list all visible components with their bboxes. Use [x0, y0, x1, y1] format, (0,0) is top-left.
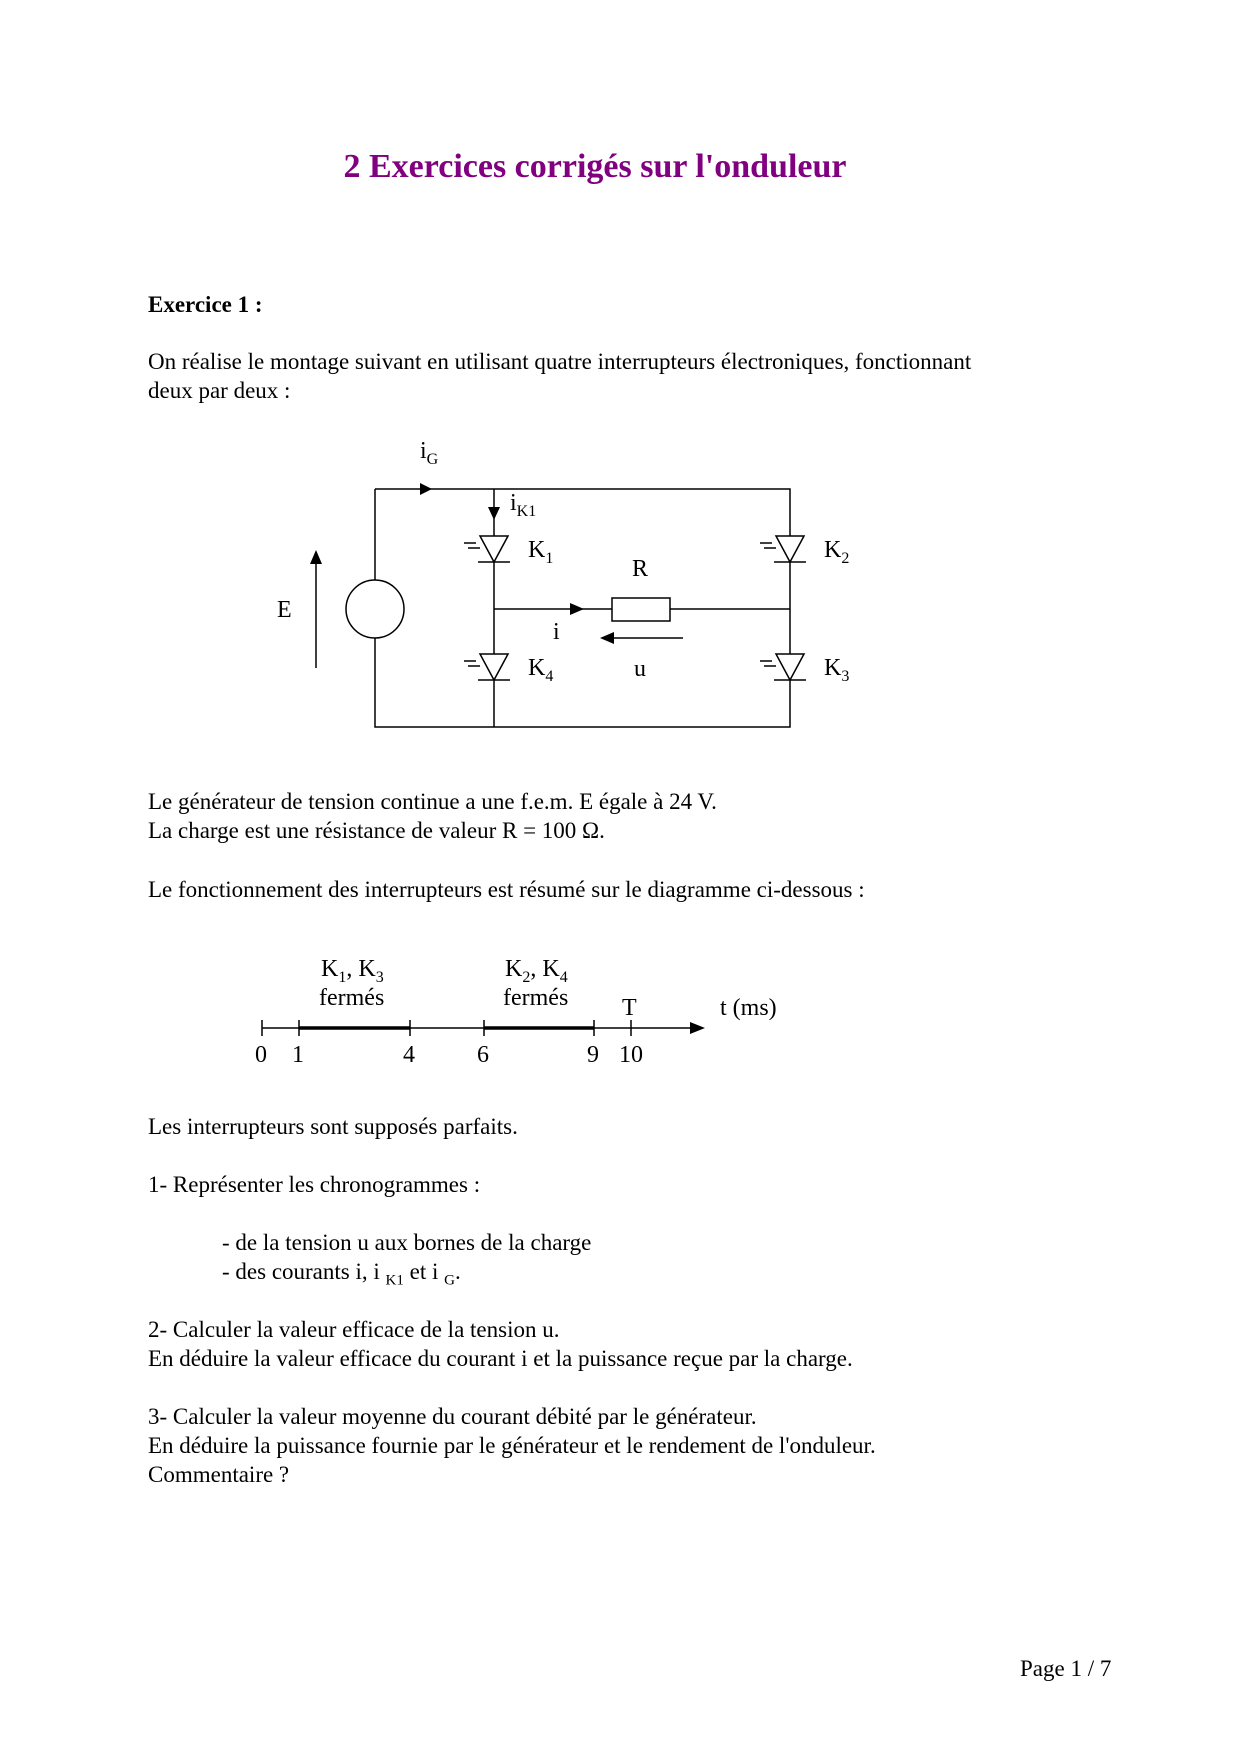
- label-k2-k4: $K_2$, $K_4$: [505, 956, 568, 986]
- tick-4: 4: [403, 1042, 415, 1068]
- axis-label: t (ms): [720, 995, 777, 1021]
- question-3-line-2: En déduire la puissance fournie par le générateur et le rendement de l'onduleur.: [148, 1433, 876, 1458]
- question-3-line-1: 3- Calculer la valeur moyenne du courant débité par le générateur.: [148, 1404, 757, 1429]
- page-number: Page 1 / 7: [1020, 1656, 1112, 1681]
- label-ig: $i_G$: [420, 438, 439, 468]
- question-1: 1- Représenter les chronogrammes :: [148, 1172, 481, 1197]
- label-k3: $K_3$: [824, 655, 850, 685]
- question-1-b: - des courants i, i $_{K1}$ et i $_G$.: [222, 1259, 461, 1289]
- question-3-line-3: Commentaire ?: [148, 1462, 290, 1487]
- label-i: i: [553, 619, 560, 645]
- label-k1-k3: $K_1$, $K_3$: [321, 956, 384, 986]
- page-title: 2 Exercices corrigés sur l'onduleur: [343, 148, 847, 185]
- label-k4: $K_4$: [528, 655, 554, 685]
- label-k1: $K_1$: [528, 537, 554, 567]
- question-1-a: - de la tension u aux bornes de la charge: [222, 1230, 592, 1255]
- label-k2: $K_2$: [824, 537, 850, 567]
- intro-line-2: deux par deux :: [148, 378, 291, 403]
- label-r: R: [632, 556, 649, 582]
- label-period: T: [622, 995, 637, 1021]
- tick-0: 0: [255, 1042, 267, 1068]
- load-text: La charge est une résistance de valeur R = 100 Ω.: [148, 818, 605, 843]
- tick-6: 6: [477, 1042, 489, 1068]
- label-ik1: $i_{K1}$: [510, 490, 537, 520]
- intro-line-1: On réalise le montage suivant en utilisant quatre interrupteurs électroniques, fonctionnant: [148, 349, 972, 374]
- tick-9: 9: [587, 1042, 599, 1068]
- label-closed-2: fermés: [503, 985, 569, 1011]
- label-u: u: [634, 656, 646, 682]
- generator-text: Le générateur de tension continue a une f.e.m. E égale à 24 V.: [148, 789, 717, 814]
- tick-10: 10: [619, 1042, 643, 1068]
- diagram-intro: Le fonctionnement des interrupteurs est résumé sur le diagramme ci-dessous :: [148, 877, 865, 902]
- tick-1: 1: [292, 1042, 304, 1068]
- label-e: E: [277, 597, 292, 623]
- perfect-switches: Les interrupteurs sont supposés parfaits.: [148, 1114, 518, 1139]
- exercise-heading: Exercice 1 :: [148, 292, 263, 317]
- label-closed-1: fermés: [319, 985, 385, 1011]
- question-2-line-1: 2- Calculer la valeur efficace de la tension u.: [148, 1317, 560, 1342]
- question-2-line-2: En déduire la valeur efficace du courant i et la puissance reçue par la charge.: [148, 1346, 853, 1371]
